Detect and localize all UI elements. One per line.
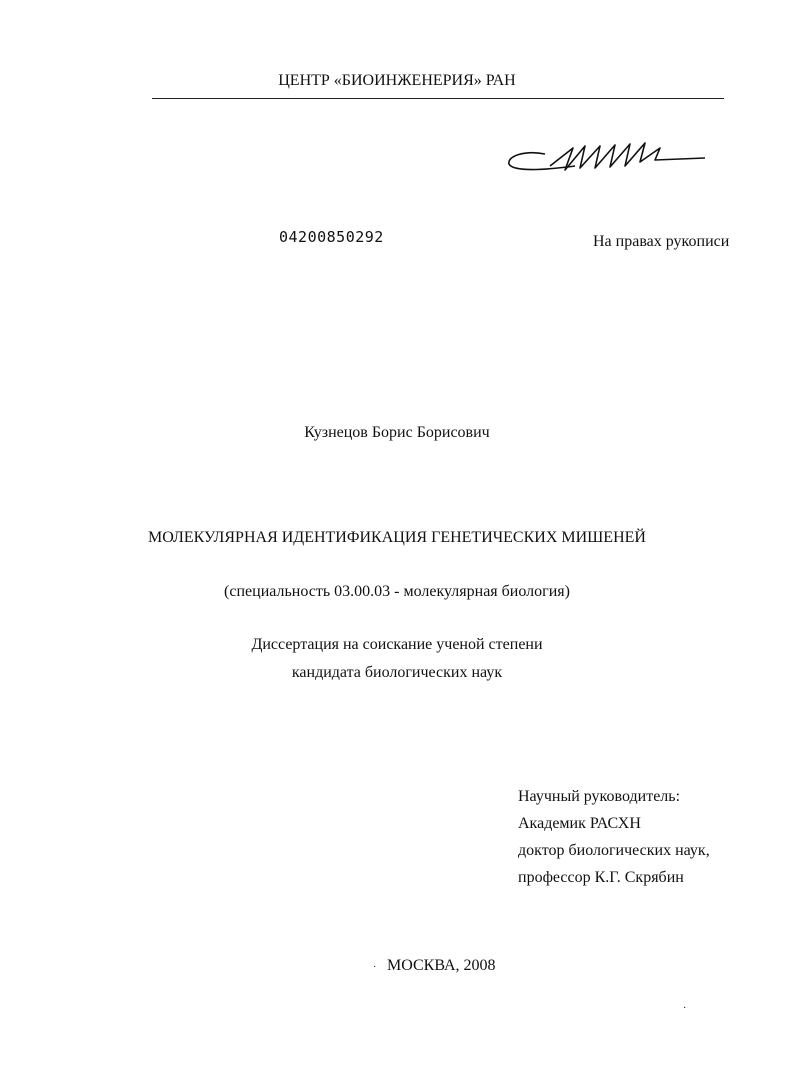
dissertation-title: МОЛЕКУЛЯРНАЯ ИДЕНТИФИКАЦИЯ ГЕНЕТИЧЕСКИХ МИШЕНЕЙ <box>148 529 646 546</box>
degree-line-2: кандидата биологических наук <box>291 664 503 681</box>
header-divider <box>152 98 724 99</box>
supervisor-line: профессор К.Г. Скрябин <box>518 869 684 886</box>
catalog-number: 04200850292 <box>279 228 384 246</box>
organization-header: ЦЕНТР «БИОИНЖЕНЕРИЯ» РАН <box>278 72 516 89</box>
supervisor-block <box>518 783 710 891</box>
supervisor-line: Академик РАСХН <box>518 815 641 832</box>
rights-note: На правах рукописи <box>593 233 730 250</box>
author-name: Кузнецов Борис Борисович <box>304 424 490 441</box>
specialty: (специальность 03.00.03 - молекулярная биология) <box>224 583 570 600</box>
supervisor-line: Научный руководитель: <box>518 788 681 805</box>
supervisor-line: доктор биологических наук, <box>518 842 710 859</box>
city-year: МОСКВА, 2008 <box>387 957 496 974</box>
scan-speck: · <box>373 962 377 973</box>
scan-speck: · <box>683 1003 687 1014</box>
handwritten-signature <box>505 140 715 180</box>
degree-line-1: Диссертация на соискание ученой степени <box>251 636 543 653</box>
